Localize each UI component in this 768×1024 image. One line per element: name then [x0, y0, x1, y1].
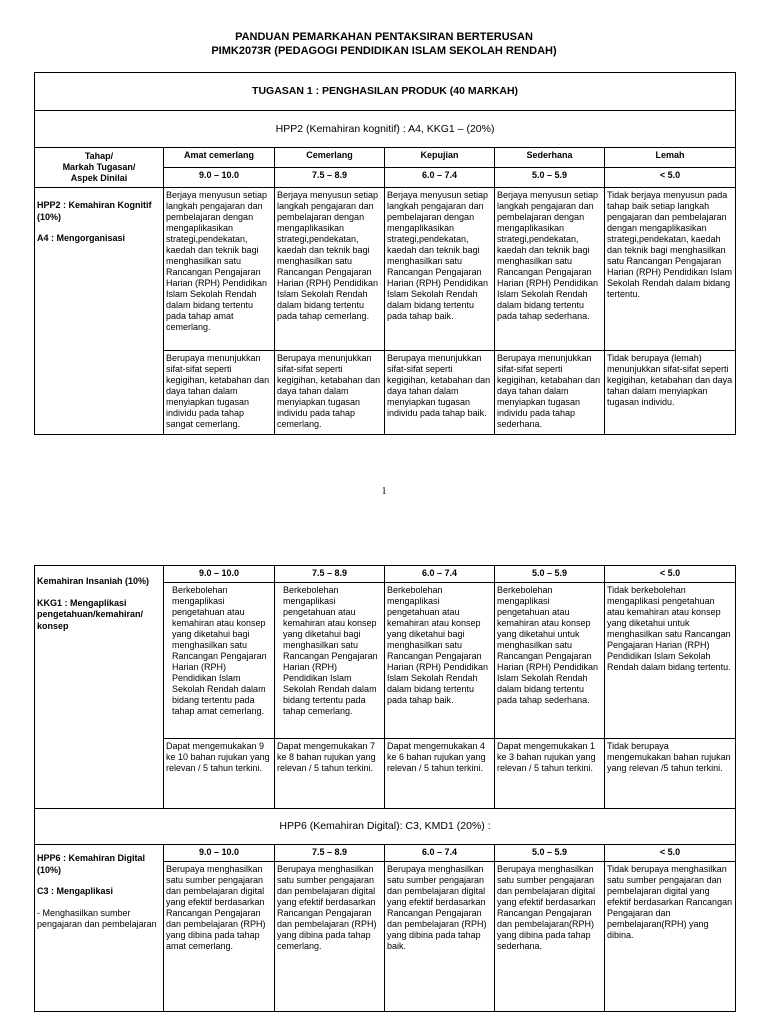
range-cell: < 5.0: [605, 845, 736, 862]
criteria-cell: Dapat mengemukakan 7 ke 8 bahan rujukan yang relevan / 5 tahun terkini.: [275, 739, 385, 809]
level-amat-cemerlang: Amat cemerlang: [164, 148, 275, 168]
criteria-cell: Dapat mengemukakan 9 ke 10 bahan rujukan yang relevan / 5 tahun terkini.: [164, 739, 275, 809]
level-cemerlang: Cemerlang: [275, 148, 385, 168]
criteria-cell: Dapat mengemukakan 4 ke 6 bahan rujukan yang relevan / 5 tahun terkini.: [385, 739, 495, 809]
level-lemah: Lemah: [605, 148, 736, 168]
criteria-cell: Berkebolehan mengaplikasi pengetahuan atau kemahiran atau konsep yang diketahui bagi menghasilkan satu Rancangan Pengajaran Harian (RPH) Pendidikan Islam Sekolah Rendah dalam bidang tertentu pada tahap cemerlang.: [275, 583, 385, 739]
range-cell: 9.0 – 10.0: [164, 566, 275, 583]
criteria-cell: Berkebolehan mengaplikasi pengetahuan atau kemahiran atau konsep yang diketahui bagi menghasilkan satu Rancangan Pengajaran Harian (RPH) Pendidikan Islam Sekolah Rendah dalam bidang tertentu pada tahap amat cemerlang.: [164, 583, 275, 739]
criteria-cell: Berupaya menghasilkan satu sumber pengajaran dan pembelajaran digital yang efektif berdasarkan Rancangan Pengajaran dan pembelajaran (RPH) yang dibina pada tahap cemerlang.: [275, 862, 385, 1012]
rubric-table-page2: [34, 565, 736, 1012]
hpp6-aspect: HPP6 : Kemahiran Digital (10%) C3 : Mengaplikasi - Menghasilkan sumber pengajaran dan pembelajaran: [35, 845, 164, 1012]
criteria-cell: Berupaya menunjukkan sifat-sifat seperti kegigihan, ketabahan dan daya tahan dalam menyiapkan tugasan individu pada tahap sangat cemerlang.: [164, 351, 275, 435]
hpp6-section-title: HPP6 (Kemahiran Digital): C3, KMD1 (20%) :: [35, 809, 736, 845]
hpp2-section-title: HPP2 (Kemahiran kognitif) : A4, KKG1 – (20%): [35, 111, 736, 148]
rubric-table-page1: [34, 72, 736, 435]
criteria-cell: Berjaya menyusun setiap langkah pengajaran dan pembelajaran dengan mengaplikasikan strategi,pendekatan, kaedah dan teknik bagi menghasilkan satu Rancangan Pengajaran Harian (RPH) Pendidikan Islam Sekolah Rendah dalam bidang tertentu pada tahap amat cemerlang.: [164, 188, 275, 351]
range-cell: 5.0 – 5.9: [495, 566, 605, 583]
criteria-cell: Berkebolehan mengaplikasi pengetahuan atau kemahiran atau konsep yang diketahui untuk menghasilkan satu Rancangan Pengajaran Harian (RPH) Pendidikan Islam Sekolah Rendah dalam bidang tertentu pada tahap sederhana.: [495, 583, 605, 739]
range-cell: 6.0 – 7.4: [385, 566, 495, 583]
criteria-cell: Berjaya menyusun setiap langkah pengajaran dan pembelajaran dengan mengaplikasikan strategi,pendekatan, kaedah dan teknik bagi menghasilkan satu Rancangan Pengajaran Harian (RPH) Pendidikan Islam Sekolah Rendah dalam bidang tertentu pada tahap cemerlang.: [275, 188, 385, 351]
header-line-1: PANDUAN PEMARKAHAN PENTAKSIRAN BERTERUSAN: [235, 31, 533, 43]
document-header: [0, 30, 768, 58]
criteria-cell: Berupaya menghasilkan satu sumber pengajaran dan pembelajaran digital yang efektif berdasarkan Rancangan Pengajaran dan pembelajaran(RPH) yang dibina pada tahap sederhana.: [495, 862, 605, 1012]
range-cell: 5.0 – 5.9: [495, 168, 605, 188]
range-cell: < 5.0: [605, 168, 736, 188]
criteria-cell: Berkebolehan mengaplikasi pengetahuan atau kemahiran atau konsep yang diketahui bagi menghasilkan satu Rancangan Pengajaran Harian (RPH) Pendidikan Islam Sekolah Rendah dalam bidang tertentu pada tahap baik.: [385, 583, 495, 739]
criteria-cell: Berupaya menghasilkan satu sumber pengajaran dan pembelajaran digital yang efektif berdasarkan Rancangan Pengajaran dan pembelajaran (RPH) yang dibina pada tahap amat cemerlang.: [164, 862, 275, 1012]
range-cell: 9.0 – 10.0: [164, 168, 275, 188]
criteria-cell: Berupaya menghasilkan satu sumber pengajaran dan pembelajaran digital yang efektif berdasarkan Rancangan Pengajaran dan pembelajaran (RPH) yang dibina pada tahap baik.: [385, 862, 495, 1012]
criteria-cell: Tidak berupaya menghasilkan satu sumber pengajaran dan pembelajaran digital yang efektif berdasarkan Rancangan Pengajaran dan pembelajaran(RPH) yang dibina.: [605, 862, 736, 1012]
criteria-cell: Berjaya menyusun setiap langkah pengajaran dan pembelajaran dengan mengaplikasikan strategi,pendekatan, kaedah dan teknik bagi menghasilkan satu Rancangan Pengajaran Harian (RPH) Pendidikan Islam Sekolah Rendah dalam bidang tertentu pada tahap sederhana.: [495, 188, 605, 351]
range-cell: 6.0 – 7.4: [385, 845, 495, 862]
task-title: TUGASAN 1 : PENGHASILAN PRODUK (40 MARKAH): [35, 73, 736, 111]
criteria-cell: Berjaya menyusun setiap langkah pengajaran dan pembelajaran dengan mengaplikasikan strategi,pendekatan, kaedah dan teknik bagi menghasilkan satu Rancangan Pengajaran Harian (RPH) Pendidikan Islam Sekolah Rendah dalam bidang tertentu pada tahap baik.: [385, 188, 495, 351]
criteria-cell: Berupaya menunjukkan sifat-sifat seperti kegigihan, ketabahan dan daya tahan dalam menyiapkan tugasan individu pada tahap baik.: [385, 351, 495, 435]
header-line-2: PIMK2073R (PEDAGOGI PENDIDIKAN ISLAM SEKOLAH RENDAH): [211, 45, 557, 57]
level-kepujian: Kepujian: [385, 148, 495, 168]
range-cell: 7.5 – 8.9: [275, 566, 385, 583]
criteria-cell: Berupaya menunjukkan sifat-sifat seperti kegigihan, ketabahan dan daya tahan dalam menyiapkan tugasan individu pada tahap sederhana.: [495, 351, 605, 435]
range-cell: 7.5 – 8.9: [275, 845, 385, 862]
hpp2-aspect: HPP2 : Kemahiran Kognitif (10%) A4 : Mengorganisasi: [35, 188, 164, 435]
level-column-header: Tahap/ Markah Tugasan/ Aspek Dinilai: [35, 148, 164, 188]
criteria-cell: Berupaya menunjukkan sifat-sifat seperti kegigihan, ketabahan dan daya tahan dalam menyiapkan tugasan individu pada tahap cemerlang.: [275, 351, 385, 435]
criteria-cell: Tidak berjaya menyusun pada tahap baik setiap langkah pengajaran dan pembelajaran dengan mengaplikasikan strategi,pendekatan, kaedah dan teknik bagi menghasilkan satu Rancangan Pengajaran Harian (RPH) Pendidikan Islam Sekolah Rendah dalam bidang tertentu.: [605, 188, 736, 351]
range-cell: 9.0 – 10.0: [164, 845, 275, 862]
range-cell: 5.0 – 5.9: [495, 845, 605, 862]
page-number: 1: [381, 486, 387, 497]
criteria-cell: Dapat mengemukakan 1 ke 3 bahan rujukan yang relevan / 5 tahun terkini.: [495, 739, 605, 809]
criteria-cell: Tidak berkebolehan mengaplikasi pengetahuan atau kemahiran atau konsep yang diketahui untuk menghasilkan satu Rancangan Pengajaran Harian (RPH) Pendidikan Islam Sekolah Rendah dalam bidang tertentu.: [605, 583, 736, 739]
range-cell: 7.5 – 8.9: [275, 168, 385, 188]
criteria-cell: Tidak berupaya (lemah) menunjukkan sifat-sifat seperti kegigihan, ketabahan dan daya tahan dalam menyiapkan tugasan individu.: [605, 351, 736, 435]
criteria-cell: Tidak berupaya mengemukakan bahan rujukan yang relevan /5 tahun terkini.: [605, 739, 736, 809]
kkg1-aspect: Kemahiran Insaniah (10%) KKG1 : Mengaplikasi pengetahuan/kemahiran/ konsep: [35, 566, 164, 809]
range-cell: < 5.0: [605, 566, 736, 583]
level-sederhana: Sederhana: [495, 148, 605, 168]
range-cell: 6.0 – 7.4: [385, 168, 495, 188]
